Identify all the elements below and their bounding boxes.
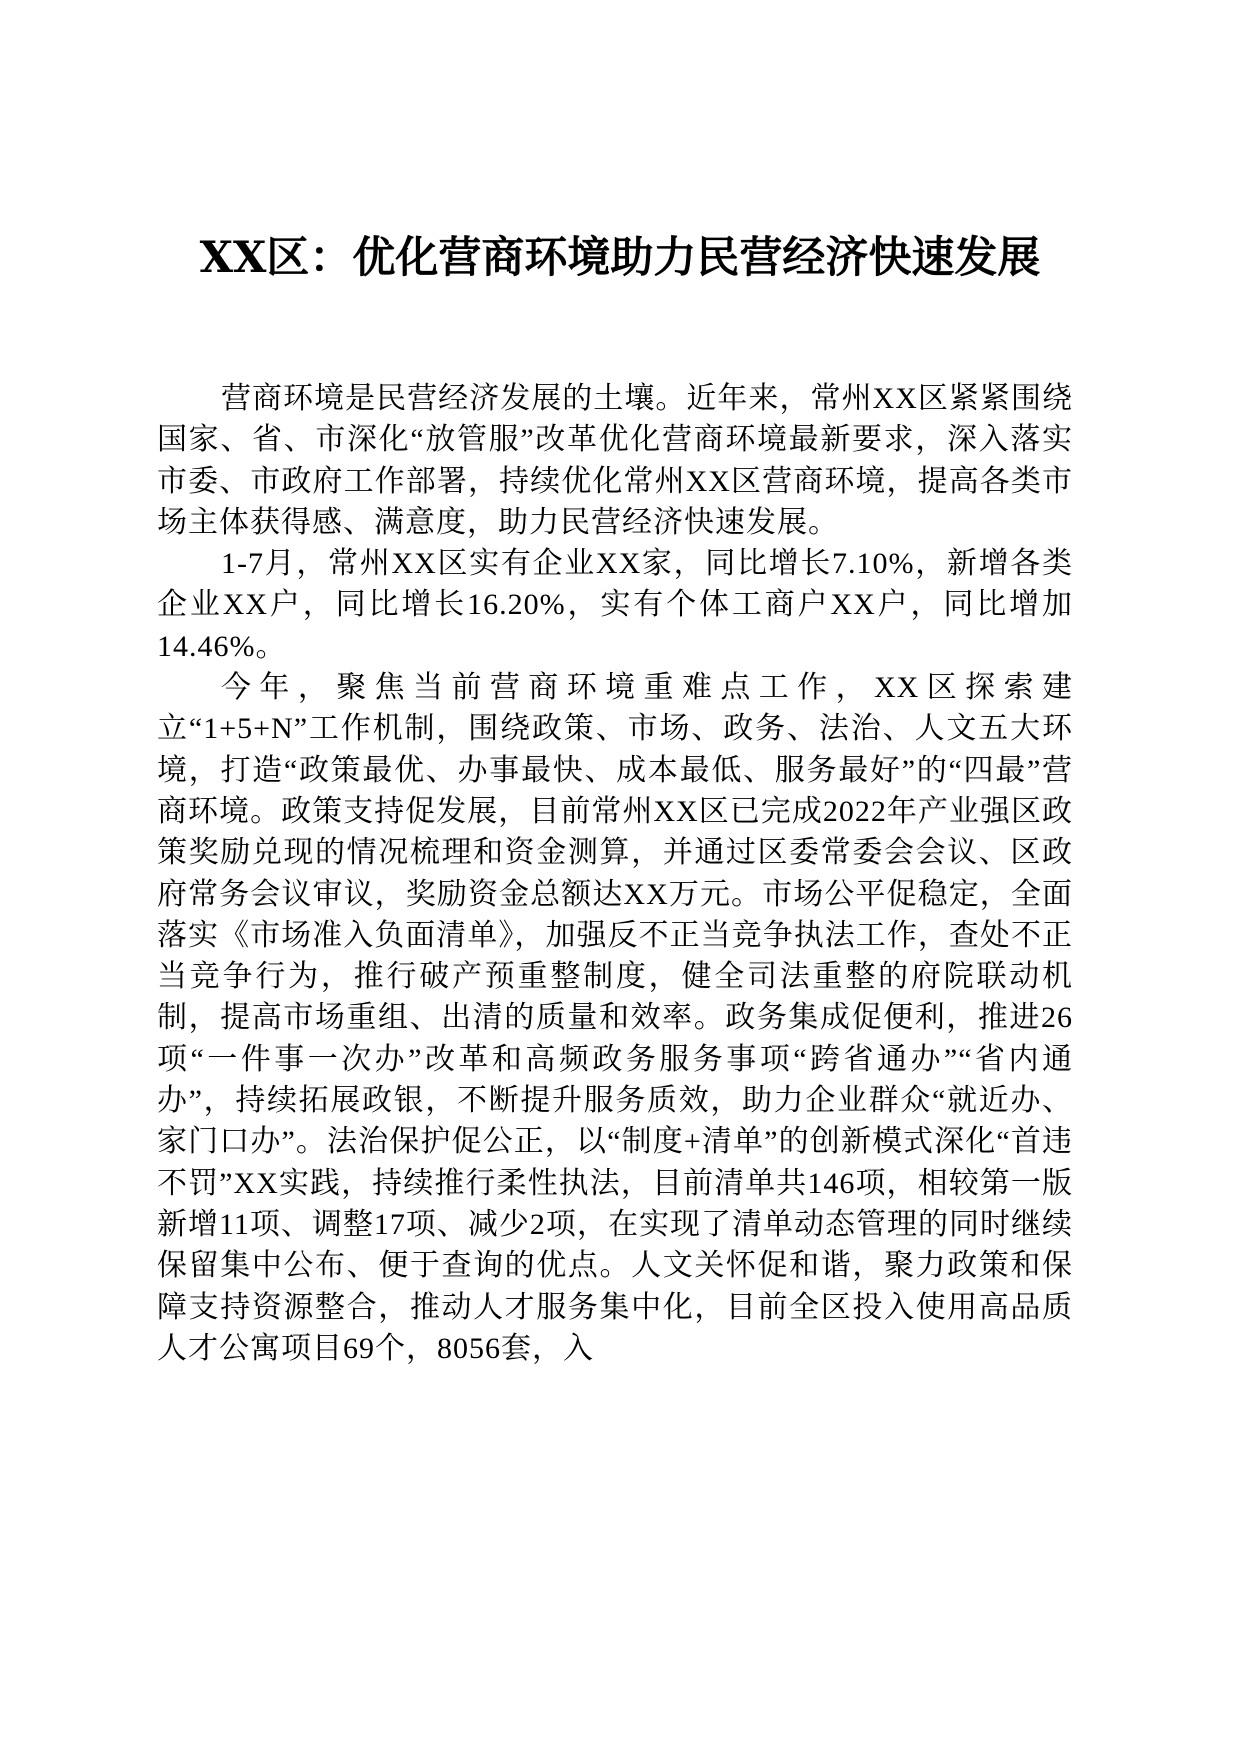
paragraph-statistics: 1-7月，常州XX区实有企业XX家，同比增长7.10%，新增各类企业XX户，同比增长16.20%，实有个体工商户XX户，同比增加14.46%。 (157, 547, 1073, 663)
document-title: XX区：优化营商环境助力民营经济快速发展 (199, 233, 1041, 283)
paragraph-intro: 营商环境是民营经济发展的土壤。近年来，常州XX区紧紧围绕国家、省、市深化“放管服”改革优化营商环境最新要求，深入落实市委、市政府工作部署，持续优化常州XX区营商环境，提高各类市场主体获得感、满意度，助力民营经济快速发展。 (157, 382, 1073, 539)
document-body (157, 378, 1073, 1369)
paragraph-mechanism: 今年，聚焦当前营商环境重难点工作，XX区探索建立“1+5+N”工作机制，围绕政策、市场、政务、法治、人文五大环境，打造“政策最优、办事最快、成本最低、服务最好”的“四最”营商环境。政策支持促发展，目前常州XX区已完成2022年产业强区政策奖励兑现的情况梳理和资金测算，并通过区委常委会会议、区政府常务会议审议，奖励资金总额达XX万元。市场公平促稳定，全面落实《市场准入负面清单》，加强反不正当竞争执法工作，查处不正当竞争行为，推行破产预重整制度，健全司法重整的府院联动机制，提高市场重组、出清的质量和效率。政务集成促便利，推进26项“一件事一次办”改革和高频政务服务事项“跨省通办”“省内通办”，持续拓展政银，不断提升服务质效，助力企业群众“就近办、家门口办”。法治保护促公正，以“制度+清单”的创新模式深化“首违不罚”XX实践，持续推行柔性执法，目前清单共146项，相较第一版新增11项、调整17项、减少2项，在实现了清单动态管理的同时继续保留集中公布、便于查询的优点。人文关怀促和谐，聚力政策和保障支持资源整合，推动人才服务集中化，目前全区投入使用高品质人才公寓项目69个，8056套，入 (157, 671, 1073, 1365)
